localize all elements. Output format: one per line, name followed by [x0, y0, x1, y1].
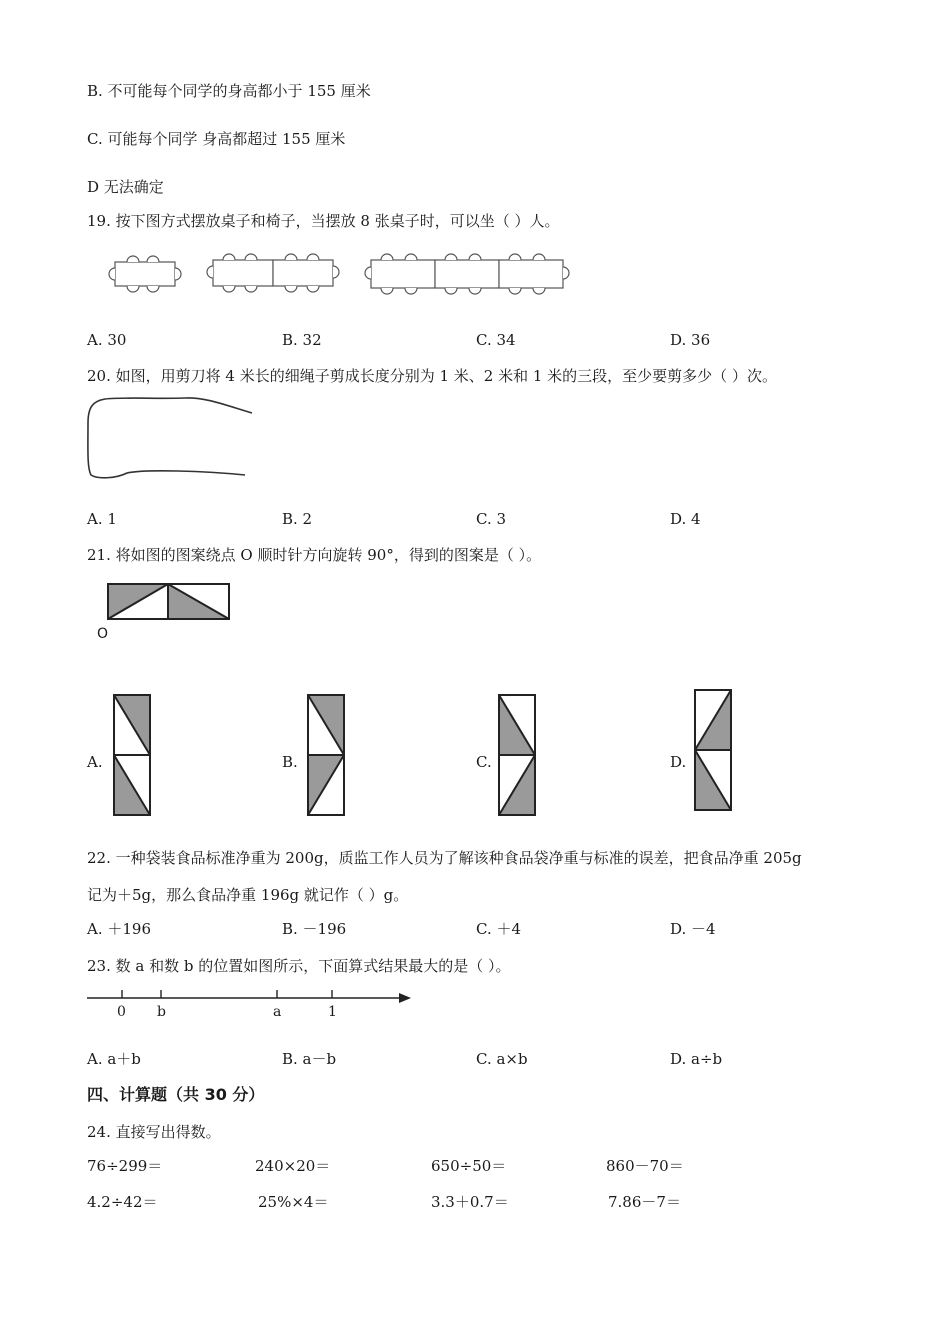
rope-figure: [85, 393, 260, 483]
calc-item: 7.86－7＝: [608, 1193, 681, 1211]
q18-option-c: C. 可能每个同学 身高都超过 155 厘米: [87, 130, 346, 148]
q21-option-c-figure: [498, 694, 538, 818]
q20-question: 20. 如图，用剪刀将 4 米长的细绳子剪成长度分别为 1 米、2 米和 1 米的三段，至少要剪多少（ ）次。: [87, 367, 777, 385]
q21-option-d: D.: [670, 753, 687, 771]
tables-chairs-figure: [95, 250, 585, 300]
section-four-title: 四、计算题（共 30 分）: [87, 1085, 265, 1104]
q23-option-d: D. a÷b: [670, 1050, 723, 1068]
q19-question: 19. 按下图方式摆放桌子和椅子，当摆放 8 张桌子时，可以坐（ ）人。: [87, 212, 560, 230]
q23-option-a: A. a＋b: [87, 1050, 141, 1068]
calc-item: 25%×4＝: [258, 1193, 329, 1211]
calc-item: 650÷50＝: [431, 1157, 507, 1175]
q19-option-d: D. 36: [670, 331, 711, 349]
axis-label-0: 0: [117, 1004, 126, 1020]
q21-question: 21. 将如图的图案绕点 O 顺时针方向旋转 90°，得到的图案是（ ）。: [87, 546, 542, 564]
q20-option-d: D. 4: [670, 510, 701, 528]
q23-option-c: C. a×b: [476, 1050, 528, 1068]
point-o-label: O: [97, 626, 109, 642]
axis-label-a: a: [273, 1004, 282, 1020]
q21-option-c: C.: [476, 753, 492, 771]
number-line-figure: [87, 988, 417, 1022]
q22-question-line1: 22. 一种袋装食品标准净重为 200g，质监工作人员为了解该种食品袋净重与标准的误差，把食品净重 205g: [87, 849, 802, 867]
q24-question: 24. 直接写出得数。: [87, 1123, 221, 1141]
q21-option-d-figure: [694, 689, 734, 813]
q22-option-a: A. ＋196: [87, 920, 151, 938]
calc-item: 76÷299＝: [87, 1157, 163, 1175]
q22-option-b: B. －196: [282, 920, 347, 938]
calc-item: 240×20＝: [255, 1157, 331, 1175]
axis-label-1: 1: [328, 1004, 337, 1020]
calc-item: 4.2÷42＝: [87, 1193, 158, 1211]
q23-option-b: B. a－b: [282, 1050, 337, 1068]
q19-option-c: C. 34: [476, 331, 516, 349]
q20-option-a: A. 1: [87, 510, 117, 528]
calc-item: 860－70＝: [606, 1157, 684, 1175]
q18-option-b: B. 不可能每个同学的身高都小于 155 厘米: [87, 82, 371, 100]
q21-option-a: A.: [87, 753, 103, 771]
q20-option-c: C. 3: [476, 510, 507, 528]
rotation-pattern-figure: [107, 583, 232, 623]
q18-option-d: D 无法确定: [87, 178, 164, 196]
calc-item: 3.3＋0.7＝: [431, 1193, 509, 1211]
q23-question: 23. 数 a 和数 b 的位置如图所示，下面算式结果最大的是（ ）。: [87, 957, 511, 975]
q19-option-b: B. 32: [282, 331, 322, 349]
q22-option-c: C. ＋4: [476, 920, 522, 938]
q21-option-b-figure: [307, 694, 347, 818]
q21-option-a-figure: [113, 694, 153, 818]
q21-option-b: B.: [282, 753, 298, 771]
q22-option-d: D. －4: [670, 920, 716, 938]
q22-question-line2: 记为＋5g，那么食品净重 196g 就记作（ ）g。: [87, 886, 409, 904]
q20-option-b: B. 2: [282, 510, 313, 528]
axis-label-b: b: [157, 1004, 166, 1020]
q19-option-a: A. 30: [87, 331, 127, 349]
